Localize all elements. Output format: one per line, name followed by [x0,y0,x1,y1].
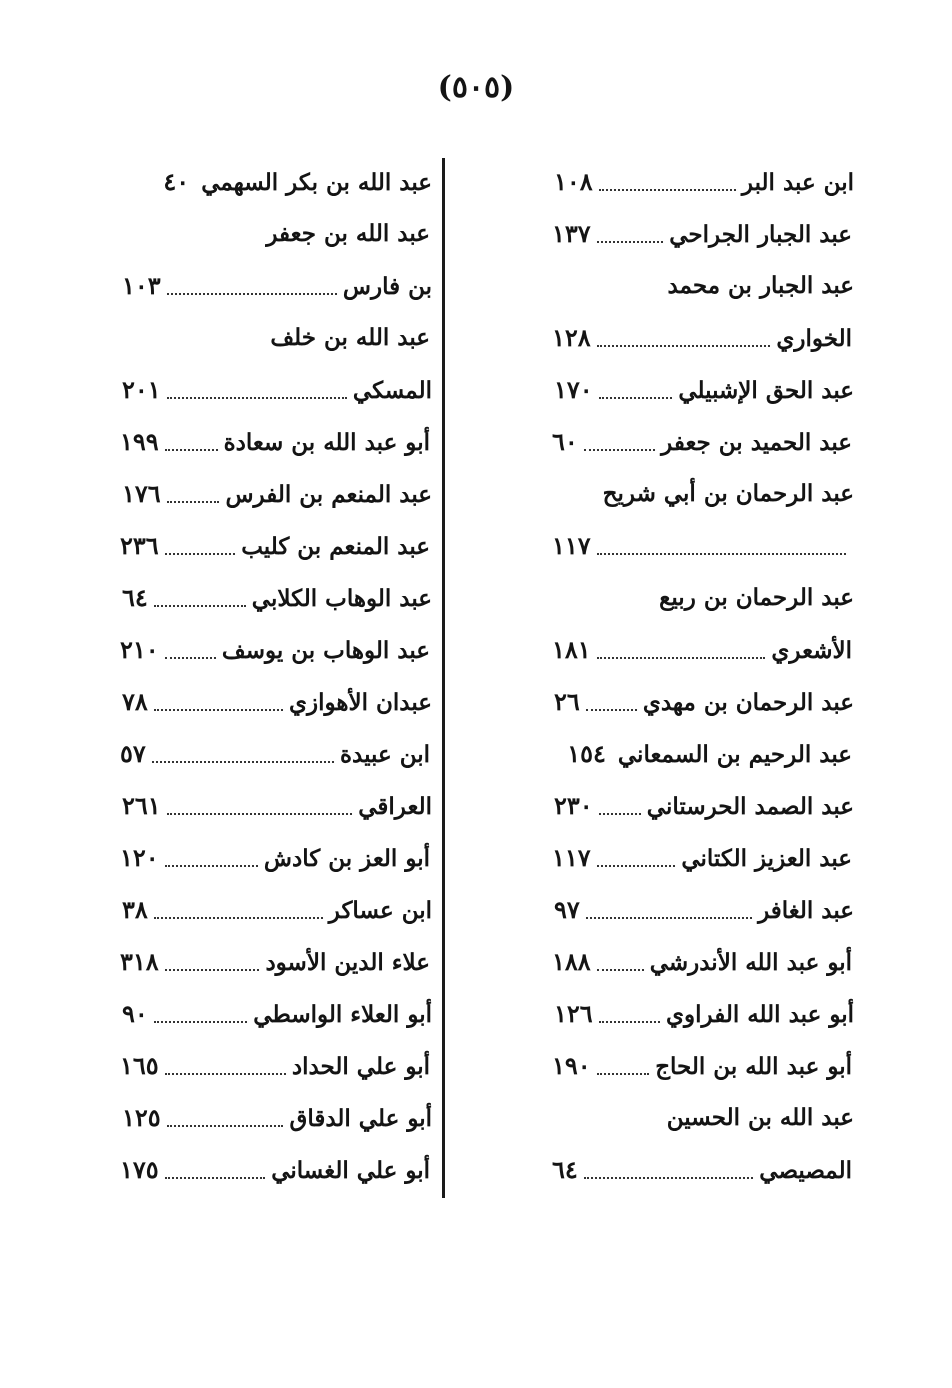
index-entry [120,520,430,572]
entry-page-number: ٢٦١ [122,791,161,820]
entry-page-number: ١٧٥ [120,1155,159,1184]
entry-name: العراقي [358,793,432,820]
entry-page-number: ٢١٠ [120,635,159,664]
index-entry [120,1040,430,1092]
entry-page-number: ١١٧ [552,531,591,560]
entry-page-number: ١٨٨ [552,947,591,976]
entry-page-number: ١٣٧ [552,219,591,248]
index-entry [120,624,430,676]
index-entry [554,468,854,520]
entry-leader-dots [584,449,655,451]
entry-leader-dots [597,345,771,347]
index-entry [120,936,430,988]
index-entry [554,988,854,1040]
index-entry [120,416,430,468]
index-entry [122,572,432,624]
entry-name: عبد الله بن بكر السهمي [201,169,432,196]
entry-leader-dots [599,813,641,815]
index-entry [122,988,432,1040]
index-entry [552,1144,852,1196]
entry-page-number: ٣٨ [122,895,148,924]
entry-leader-dots [586,709,637,711]
column-divider [442,158,445,1198]
entry-leader-dots [597,553,846,555]
index-entry [552,728,852,780]
entry-name: الخواري [776,325,852,352]
index-entry [122,676,432,728]
entry-leader-dots [599,189,736,191]
entry-name: عبد الوهاب بن يوسف [221,637,430,664]
entry-name: ابن عبيدة [339,741,430,768]
entry-leader-dots [154,709,283,711]
page-number: (٥٠٥) [437,70,515,105]
entry-name: عبد الصمد الحرستاني [646,793,854,820]
index-column-left [122,156,432,1196]
entry-page-number: ٥٧ [120,739,146,768]
index-entry [122,364,432,416]
index-entry [554,780,854,832]
entry-name: عبد المنعم بن الفرس [225,481,432,508]
entry-page-number: ١٦٥ [120,1051,159,1080]
entry-page-number: ١٢٥ [122,1103,161,1132]
entry-leader-dots [165,449,218,451]
entry-page-number: ١٧٦ [122,479,161,508]
entry-name: عبد الجبار الجراحي [669,221,852,248]
entry-leader-dots [152,761,334,763]
entry-name: أبو عبد الله بن سعادة [223,429,430,456]
index-entry [554,1092,854,1144]
entry-name: أبو علي الدقاق [289,1105,432,1132]
entry-name: المسكي [352,377,432,404]
index-entry [120,208,430,260]
entry-leader-dots [165,553,236,555]
index-entry [554,676,854,728]
entry-leader-dots [165,657,216,659]
entry-name: عبد الرحيم بن السمعاني [617,741,852,768]
entry-page-number: ٢٣٠ [554,791,593,820]
index-entry [552,936,852,988]
index-column-right [552,156,852,1196]
entry-page-number: ٢٠١ [122,375,161,404]
entry-leader-dots [165,1177,266,1179]
index-entry [120,728,430,780]
index-entry [552,1040,852,1092]
entry-name: أبو عبد الله بن الحاج [655,1053,852,1080]
index-entry [122,468,432,520]
index-entry [122,780,432,832]
entry-page-number: ٩٠ [122,999,148,1028]
entry-leader-dots [154,605,246,607]
entry-leader-dots [167,813,353,815]
entry-page-number: ٩٧ [554,895,580,924]
entry-name: عبد الله بن جعفر [266,220,430,247]
entry-leader-dots [154,917,323,919]
entry-name: عبد الرحمان بن مهدي [642,689,854,716]
entry-page-number: ١٩٠ [552,1051,591,1080]
index-entry [120,312,430,364]
entry-page-number: ١٠٨ [554,167,593,196]
index-entry [120,832,430,884]
entry-name: أبو عبد الله الأندرشي [649,949,852,976]
entry-page-number: ١٧٠ [554,375,593,404]
index-entry [122,1092,432,1144]
entry-name: بن فارس [342,273,432,300]
entry-name: عبد الجبار بن محمد [667,272,854,299]
index-entry [554,884,854,936]
index-entry [554,572,854,624]
entry-name: عبد المنعم بن كليب [241,533,430,560]
entry-name: عبد الرحمان بن ربيع [659,584,854,611]
entry-leader-dots [165,969,260,971]
entry-name: المصيصي [759,1157,852,1184]
entry-page-number: ٢٣٦ [120,531,159,560]
entry-leader-dots [597,969,644,971]
entry-name: ابن عبد البر [741,169,854,196]
entry-page-number: ٤٠ [163,167,190,196]
entry-name: أبو علي الحداد [291,1053,430,1080]
entry-page-number: ١٢٦ [554,999,593,1028]
index-entry [120,1144,430,1196]
index-entry [122,260,432,312]
entry-leader-dots [597,1073,650,1075]
entry-name: عبد الحميد بن جعفر [661,429,852,456]
index-entry [552,832,852,884]
entry-name: الأشعري [771,637,852,664]
entry-page-number: ١٩٩ [120,427,159,456]
entry-name: عبد الوهاب الكلابي [251,585,432,612]
entry-page-number: ١٨١ [552,635,591,664]
entry-page-number: ٧٨ [122,687,148,716]
entry-leader-dots [154,1021,248,1023]
entry-name: عبد الحق الإشبيلي [678,377,854,404]
entry-page-number: ١١٧ [552,843,591,872]
index-entry [122,884,432,936]
entry-page-number: ١٥٤ [567,739,606,768]
index-entry [552,416,852,468]
index-entry [552,520,852,572]
entry-name: عبد العزيز الكتاني [681,845,852,872]
index-entry [552,624,852,676]
entry-name: ابن عساكر [328,897,432,924]
entry-name: عبد الله بن الحسين [666,1104,854,1131]
entry-page-number: ٦٤ [122,583,148,612]
entry-name: علاء الدين الأسود [265,949,430,976]
entry-page-number: ١٢٨ [552,323,591,352]
entry-name: عبدان الأهوازي [288,689,432,716]
index-entry [554,156,854,208]
index-entry [554,260,854,312]
entry-leader-dots [165,865,258,867]
entry-leader-dots [167,293,337,295]
entry-leader-dots [599,1021,660,1023]
entry-page-number: ٣١٨ [120,947,159,976]
entry-name: عبد الغافر [758,897,854,924]
entry-leader-dots [597,657,766,659]
entry-leader-dots [167,501,220,503]
index-entry [122,156,432,208]
entry-page-number: ٦٤ [552,1155,578,1184]
entry-name: أبو علي الغساني [271,1157,430,1184]
entry-leader-dots [599,397,673,399]
entry-leader-dots [597,241,664,243]
entry-leader-dots [165,1073,286,1075]
index-entry [552,208,852,260]
entry-leader-dots [167,397,347,399]
entry-name: عبد الرحمان بن أبي شريح [602,480,854,507]
entry-leader-dots [597,865,676,867]
entry-name: أبو العز بن كادش [263,845,430,872]
entry-page-number: ٦٠ [552,427,578,456]
entry-leader-dots [167,1125,284,1127]
entry-name: أبو عبد الله الفراوي [666,1001,854,1028]
entry-page-number: ١٢٠ [120,843,159,872]
entry-leader-dots [584,1177,754,1179]
entry-leader-dots [586,917,752,919]
entry-name: عبد الله بن خلف [270,324,430,351]
index-entry [554,364,854,416]
entry-name: أبو العلاء الواسطي [253,1001,432,1028]
index-entry [552,312,852,364]
entry-page-number: ١٠٣ [122,271,161,300]
entry-page-number: ٢٦ [554,687,580,716]
